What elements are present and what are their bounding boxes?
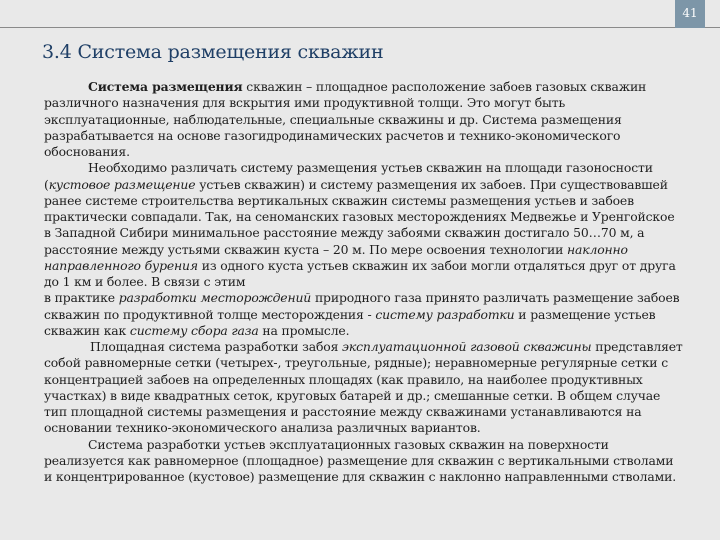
paragraph-practice: в практике разработки месторождений природного газа принято различать размещение забоев скважин по продуктивной толще месторождения - систему разработки и размещение устьев скважин как систему сбора газа на промысле.	[44, 290, 680, 338]
paragraph-areal-system: Площадная система разработки забоя эксплуатационной газовой скважины представляет собой равномерные сетки (четырех-, треугольные, рядные); неравномерные регулярные сетки с концентрацией забоев на определенных площадях (как правило, на наиболее продуктивных участках) в виде квадратных сеток, круговых батарей и др.; смешанные сетки. В общем случае тип площадной системы размещения и расстояние между скважинами устанавливаются на основании технико-экономического анализа различных вариантов.	[44, 339, 683, 436]
paragraph-placement: Необходимо различать систему размещения устьев скважин на площади газоносности (кустовое размещение устьев скважин) и систему размещения их забоев. При существовавшей ранее системе строительства вертикальных скважин системы размещения устьев и забоев практически совпадали. Так, на сеноманских газовых месторождениях Медвежье и Уренгойское в Западной Сибири минимальное расстояние между забоями скважин достигало 50…70 м, а расстояние между устьями скважин куста – 20 м. По мере освоения технологии наклонно направленного бурения из одного куста устьев скважин их забои могли отдаляться друг от друга до 1 км и более. В связи с этим	[44, 160, 676, 289]
body-text	[44, 79, 684, 485]
header-rule	[0, 27, 720, 28]
paragraph-definition: Система размещения скважин – площадное расположение забоев газовых скважин различного назначения для вскрытия ими продуктивной толщи. Это могут быть эксплуатационные, наблюдательные, специальные скважины и др. Система размещения разрабатывается на основе газогидродинамических расчетов и технико-экономического обоснования.	[44, 79, 647, 159]
defined-term: Система размещения	[88, 79, 243, 94]
paragraph-wellheads: Система разработки устьев эксплуатационных газовых скважин на поверхности реализуется как равномерное (площадное) размещение для скважин с вертикальными стволами и концентрированное (кустовое) размещение для скважин с наклонно направленными стволами.	[44, 436, 677, 484]
page-number: 41	[682, 6, 698, 20]
page-title: 3.4 Система размещения скважин	[42, 41, 384, 63]
